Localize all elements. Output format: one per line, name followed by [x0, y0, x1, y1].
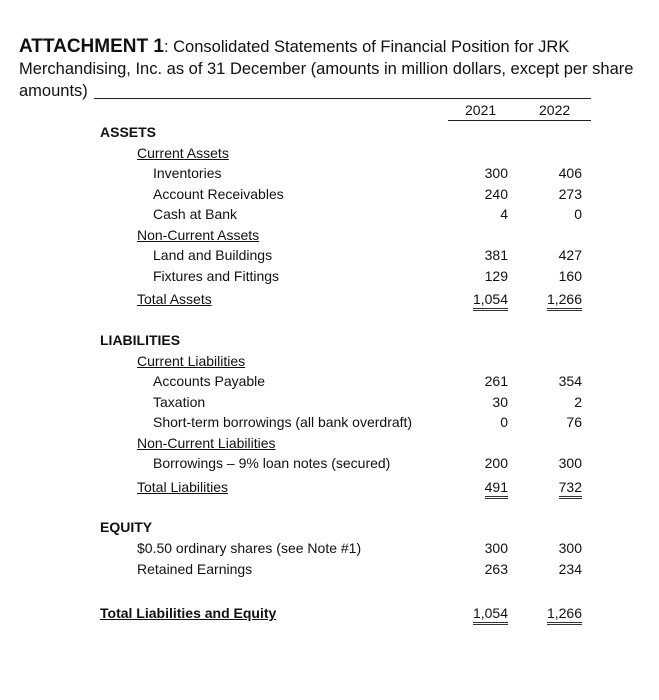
line-item-label: Borrowings – 9% loan notes (secured)	[153, 455, 391, 471]
value-2021: 129	[484, 268, 508, 284]
line-item-label: Inventories	[153, 165, 222, 181]
total-liabilities-2021: 491	[485, 479, 508, 499]
noncurrent-assets-heading: Non-Current Assets	[137, 227, 260, 243]
current-liabilities-heading: Current Liabilities	[137, 353, 246, 369]
liabilities-heading: LIABILITIES	[100, 332, 181, 348]
line-item-label: Cash at Bank	[153, 206, 238, 222]
value-2021: 240	[484, 186, 508, 202]
year-header-2021: 2021	[465, 102, 497, 118]
value-2021: 200	[484, 455, 508, 471]
value-2021: 261	[484, 373, 508, 389]
value-2021: 300	[484, 540, 508, 556]
header-rule	[448, 120, 591, 121]
current-assets-heading: Current Assets	[137, 145, 229, 161]
total-liabilities-2022: 732	[559, 479, 582, 499]
value-2021: 263	[484, 561, 508, 577]
title-text: : Consolidated Statements of Financial Position for JRK Merchandising, Inc. as of 31 December (amounts in million dollars, except per share amounts)	[19, 38, 634, 100]
value-2022: 76	[566, 414, 582, 430]
table-top-rule	[94, 98, 591, 99]
value-2022: 273	[558, 186, 582, 202]
line-item-label: Short-term borrowings (all bank overdraft)	[153, 414, 413, 430]
total-liabilities-label: Total Liabilities	[137, 479, 229, 495]
equity-heading: EQUITY	[100, 519, 153, 535]
assets-heading: ASSETS	[100, 124, 157, 140]
line-item-label: Taxation	[153, 394, 206, 410]
value-2021: 381	[484, 247, 508, 263]
value-2021: 300	[484, 165, 508, 181]
value-2022: 427	[558, 247, 582, 263]
value-2021: 30	[492, 394, 508, 410]
line-item-label: Accounts Payable	[153, 373, 266, 389]
line-item-label: Account Receivables	[153, 186, 284, 202]
line-item-label: Retained Earnings	[137, 561, 253, 577]
grand-total-label: Total Liabilities and Equity	[100, 605, 277, 621]
value-2022: 2	[574, 394, 582, 410]
value-2022: 354	[558, 373, 582, 389]
value-2022: 160	[558, 268, 582, 284]
value-2022: 234	[558, 561, 582, 577]
total-assets-2021: 1,054	[473, 291, 508, 311]
value-2022: 0	[574, 206, 582, 222]
year-header-2022: 2022	[539, 102, 571, 118]
attachment-label: ATTACHMENT 1	[19, 36, 164, 57]
line-item-label: $0.50 ordinary shares (see Note #1)	[137, 540, 362, 556]
value-2022: 300	[558, 540, 582, 556]
value-2021: 4	[500, 206, 508, 222]
line-item-label: Fixtures and Fittings	[153, 268, 280, 284]
value-2021: 0	[500, 414, 508, 430]
line-item-label: Land and Buildings	[153, 247, 273, 263]
grand-total-2021: 1,054	[473, 605, 508, 625]
value-2022: 406	[558, 165, 582, 181]
document-title	[19, 36, 651, 102]
noncurrent-liabilities-heading: Non-Current Liabilities	[137, 435, 276, 451]
value-2022: 300	[558, 455, 582, 471]
total-assets-label: Total Assets	[137, 291, 212, 307]
grand-total-2022: 1,266	[547, 605, 582, 625]
total-assets-2022: 1,266	[547, 291, 582, 311]
